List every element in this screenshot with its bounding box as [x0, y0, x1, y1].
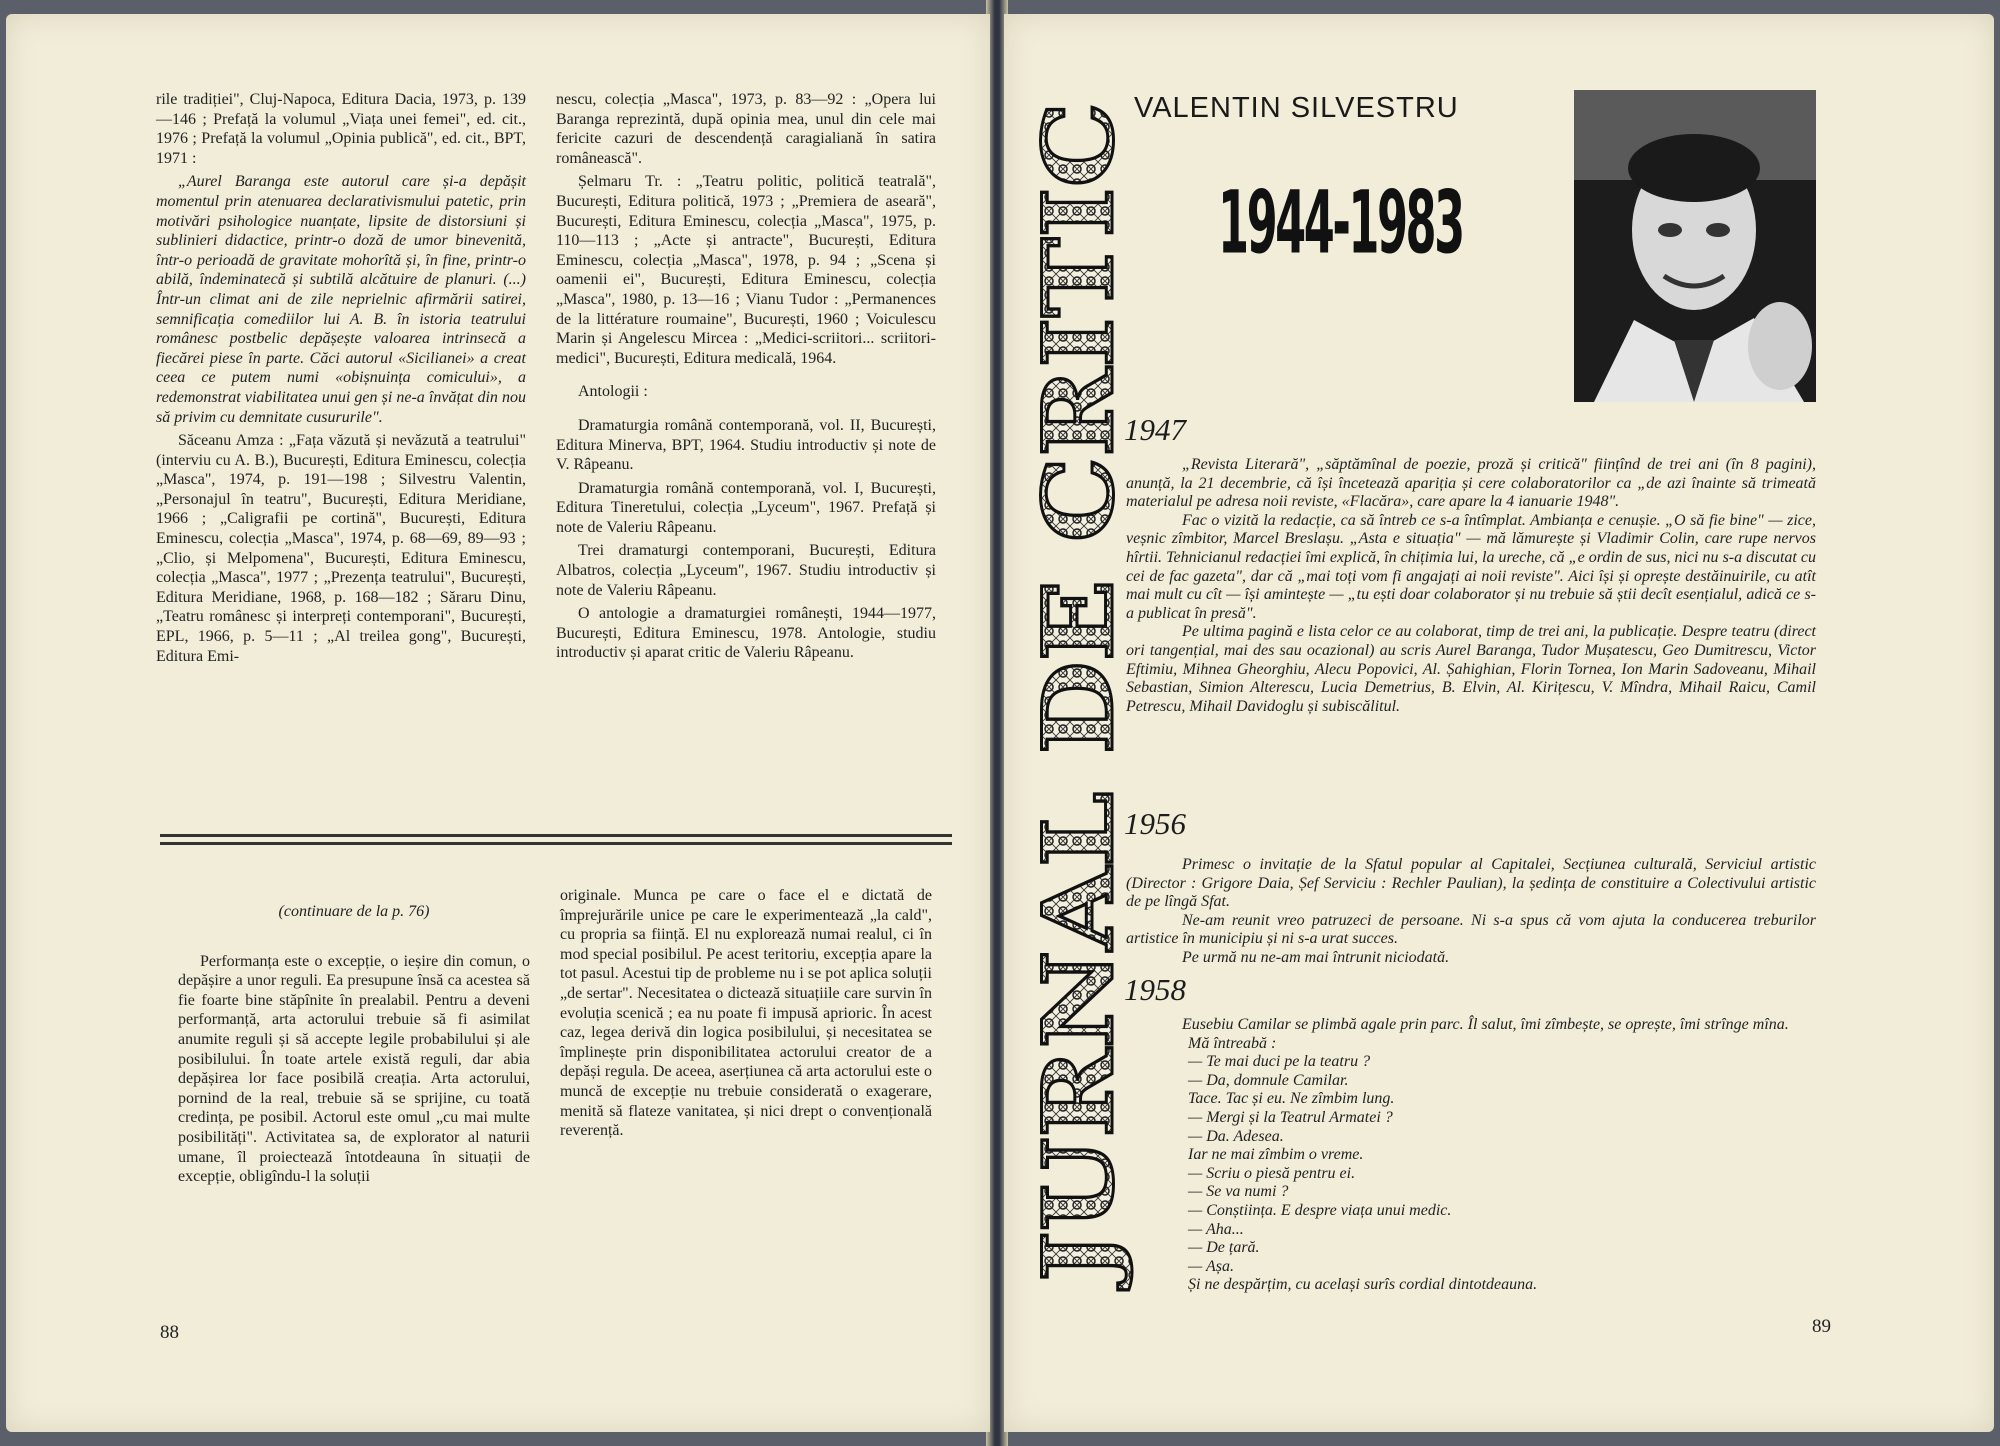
article-paragraph: originale. Munca pe care o face el e dictată de împrejurările unice pe care le experimentează „la cald", cu propria sa ființă. El nu explorează numai realul, ci în mod special posibilul. Pe acest teritoriu, excepția apare la tot pasul. Acestui tip de probleme nu i se pot aplica soluții „de sertar". Necesitatea o dictează situațiile care survin în evoluția scenică ; ea nu poate fi impusă aprioric. În acest caz, legea derivă din logica posibilului, și necesitatea se împlinește prin disponibilitatea actorului creator de a depăși regula. De aceea, aserțiunea că arta actorului este o muncă de excepție nu trebuie considerată o exagerare, menită să flateze vanitatea, și nici drept o convențională reverență.	[560, 887, 932, 1140]
article-paragraph: Performanța este o excepție, o ieșire din comun, o depășire a unor reguli. Ea presupune însă ca acestea să fie foarte bine stăpînite în prealabil. Pentru a deveni performanță, arta actorului trebuie să fi asimilat anumite reguli și să accepte legile probabilului și ale posibilului. În toate artele există reguli, dar abia depășirea lor face posibilă creația. Arta actorului, pornind de la real, trebuie să se sprijine, cu toată credința, pe posibil. Actorul este omul „cu mai multe posibilități". Activitatea sa, de explorator al naturii umane, îl proiectează întotdeauna în situații de excepție, obligîndu-l la soluții	[178, 952, 530, 1186]
entry-paragraph: Fac o vizită la redacție, ca să întreb ce s-a întîmplat. Ambianța e cenușie. „O să fie bine" — zice, veșnic zîmbitor, Marcel Breslașu. „Asta e situația" — mă lămurește și Vladimir Colin, care rupe nervos hîrtii. Tehnicianul redacției îmi explică, în chițimia lui, la ureche, că „e ordin de sus, nici nu s-a discutat cu cei de fac gazeta", dar că „mai toți vom fi angajați ai noii reviste". Aici își și oprește destăinuirile, cu atît mai mult cu cît — își amintește — „tu ești doar colaborator și nu trebuie să știi decît esențialul, adică ce s-a publicat în presă".	[1126, 511, 1816, 622]
entry-paragraph: Eusebiu Camilar se plimbă agale prin parc. Îl salut, îmi zîmbește, se oprește, îmi strînge mîna.	[1182, 1016, 1789, 1033]
section-divider	[160, 834, 952, 837]
author-name: VALENTIN SILVESTRU	[1134, 92, 1459, 124]
anthology-heading: Antologii :	[578, 383, 648, 401]
entry-paragraph: Primesc o invitație de la Sfatul popular al Capitalei, Secțiunea culturală, Serviciul artistic (Director : Grigore Daia, Șef Serviciu : Rechler Paulian), la ședința de constituire a Colectivului artistic de pe lîngă Sfat.	[1126, 856, 1816, 911]
dialogue-line: — Aha...	[1188, 1220, 1244, 1238]
anthology-entry: O antologie a dramaturgiei românești, 1944—1977, București, Editura Eminescu, 1978. Antologie, studiu introductiv și aparat critic de Valeriu Râpeanu.	[556, 605, 936, 662]
anthology-entry: Trei dramaturgi contemporani, București, Editura Albatros, colecția „Lyceum", 1967. Studiu introductiv și note de Valeriu Râpeanu.	[556, 542, 936, 599]
page-number: 89	[1812, 1316, 1831, 1337]
dialogue-line: — Conștiința. E despre viața unui medic.	[1188, 1201, 1452, 1219]
dialogue-line: — De țară.	[1188, 1239, 1260, 1257]
journal-entry-1958	[1126, 1016, 1816, 1295]
journal-title-text: JURNAL DE CRITIC	[1022, 226, 1135, 1282]
anthology-entry: Dramaturgia română contemporană, vol. II, București, Editura Minerva, BPT, 1964. Studiu introductiv și note de V. Râpeanu.	[556, 416, 936, 474]
year-heading-1956: 1956	[1124, 806, 1186, 841]
journal-entry-1947	[1126, 456, 1816, 716]
bibliography-column-2	[556, 90, 936, 667]
dialogue-line: — Scriu o piesă pentru ei.	[1188, 1164, 1356, 1182]
bibliography-paragraph: rile tradiției", Cluj-Napoca, Editura Dacia, 1973, p. 139—146 ; Prefață la volumul „Viața unei femei", ed. cit., 1976 ; Prefață la volumul „Opinia publică", ed. cit., BPT, 1971 :	[156, 91, 526, 167]
entry-paragraph: Ne-am reunit vreo patruzeci de persoane. Ni s-a spus că vom ajuta la conducerea treburilor artistice în municipiu și ni s-a urat succes.	[1126, 911, 1816, 948]
dialogue-line: — Mergi și la Teatrul Armatei ?	[1188, 1108, 1393, 1126]
continuation-note: (continuare de la p. 76)	[278, 903, 430, 920]
entry-paragraph: Pe urmă nu ne-am mai întrunit niciodată.	[1182, 948, 1450, 966]
bibliography-column-1	[156, 90, 526, 670]
quote-paragraph: „Aurel Baranga este autorul care și-a depășit momentul prin atenuarea declarativismului patetic, prin motivări psihologice nuanțate, lipsite de distorsiuni și sublinieri didactice, printr-o doză de umor binevenită, într-o perioadă de gravitate mohorîtă și, în fine, printr-o abilă, îndeminatecă și subtilă alcătuire de planuri. (...) Într-un climat ani de zile neprielnic afirmării satirei, semnificația comediilor lui A. B. în istoria teatrului românesc postbelic depășește valoarea intrinsecă a fiecărei piese în parte. Căci autorul «Sicilianei» a creat ceea ce putem numi «obișnuința comicului», a redemonstrat viabilitatea unui gen și ne-a învățat din nou să privim cu demnitate cusururile".	[156, 173, 526, 426]
bibliography-paragraph: Șelmaru Tr. : „Teatru politic, politică teatrală", București, Editura politică, 1973 ; „Premiera de aseară", București, Editura Eminescu, colecția „Masca", 1975, p. 110—113 ; „Acte și antracte", București, Editura Eminescu, colecția „Masca", 1978, p. 94 ; „Scena și oamenii ei", București, Editura Eminescu, colecția „Masca", 1980, p. 13—16 ; Vianu Tudor : „Permanences de la littérature roumaine", București, 1960 ; Voiculescu Marin și Angelescu Mircea : „Medici-scriitori... scriitori-medici", București, Editura medicală, 1964.	[556, 173, 936, 367]
journal-entry-1956	[1126, 856, 1816, 968]
bibliography-paragraph: Săceanu Amza : „Fața văzută și nevăzută a teatrului" (interviu cu A. B.), București, Editura Eminescu, colecția „Masca", 1974, p. 191—198 ; Silvestru Valentin, „Personajul în teatru", București, Editura Meridiane, 1966 ; „Caligrafii pe cortină", București, Editura Eminescu, colecția „Masca", 1974, p. 68—69, 89—93 ; „Clio, și Melpomena", București, Editura Eminescu, colecția „Masca", 1977 ; „Prezența teatrului", București, Editura Meridiane, 1968, p. 168—182 ; Săraru Dinu, „Teatru românesc și interpreți contemporani", București, EPL, 1966, p. 5—11 ; „Al treilea gong", București, Editura Emi-	[156, 432, 526, 665]
section-divider	[160, 842, 952, 845]
dialogue-line: — Așa.	[1188, 1257, 1234, 1275]
dialogue-line: — Da, domnule Camilar.	[1188, 1071, 1349, 1089]
article-column-1	[178, 902, 530, 1191]
anthology-entry: Dramaturgia română contemporană, vol. I, București, Editura Tineretului, colecția „Lyceum", 1967. Prefață și note de Valeriu Râpeanu.	[556, 479, 936, 536]
year-heading-1958: 1958	[1124, 972, 1186, 1007]
dialogue-line: — Da. Adesea.	[1188, 1127, 1284, 1145]
journal-title	[1022, 92, 1135, 1288]
dialogue-line: — Se va numi ?	[1188, 1183, 1289, 1201]
dialogue-line: Iar ne mai zîmbim o vreme.	[1188, 1146, 1364, 1164]
dialogue-line: — Te mai duci pe la teatru ?	[1188, 1053, 1371, 1071]
dialogue-line: Tace. Tac și eu. Ne zîmbim lung.	[1188, 1090, 1395, 1108]
years-range: 1944-1983	[1218, 172, 1463, 273]
entry-paragraph: „Revista Literară", „săptămînal de poezie, proză și critică" ființînd de trei ani (în 8 pagini), anunță, la 21 decembrie, că își încetează apariția și cere colaboratorilor ca „de azi înainte să trimeată materialul pe adresa noii reviste, «Flacăra», care apare la 4 ianuarie 1948".	[1126, 456, 1816, 511]
year-heading-1947: 1947	[1124, 412, 1186, 447]
author-portrait	[1574, 90, 1816, 402]
dialogue-line: Și ne despărțim, cu același surîs cordial dintotdeauna.	[1188, 1276, 1538, 1294]
dialogue-line: Mă întreabă :	[1188, 1034, 1277, 1052]
bibliography-paragraph: nescu, colecția „Masca", 1973, p. 83—92 : „Opera lui Baranga reprezintă, după opinia mea, unul din cele mai fericite cazuri de descendență caragialiană în satira românească".	[556, 91, 936, 167]
article-column-2	[560, 886, 932, 1145]
entry-paragraph: Pe ultima pagină e lista celor ce au colaborat, timp de trei ani, la publicație. Despre teatru (direct ori tangențial, mai des sau ocazional) au scris Aurel Baranga, Tudor Mușatescu, Geo Dumitrescu, Victor Eftimiu, Mihnea Gheorghiu, Alecu Popovici, Al. Șahighian, Florin Tornea, Ion Marin Sadoveanu, Mihail Sebastian, Simion Alterescu, Lucia Demetrius, B. Elvin, Al. Kirițescu, V. Mîndra, Mihail Raicu, Camil Petrescu, Mihail Davidoglu și subiscălitul.	[1126, 623, 1816, 715]
page-number: 88	[160, 1322, 179, 1343]
